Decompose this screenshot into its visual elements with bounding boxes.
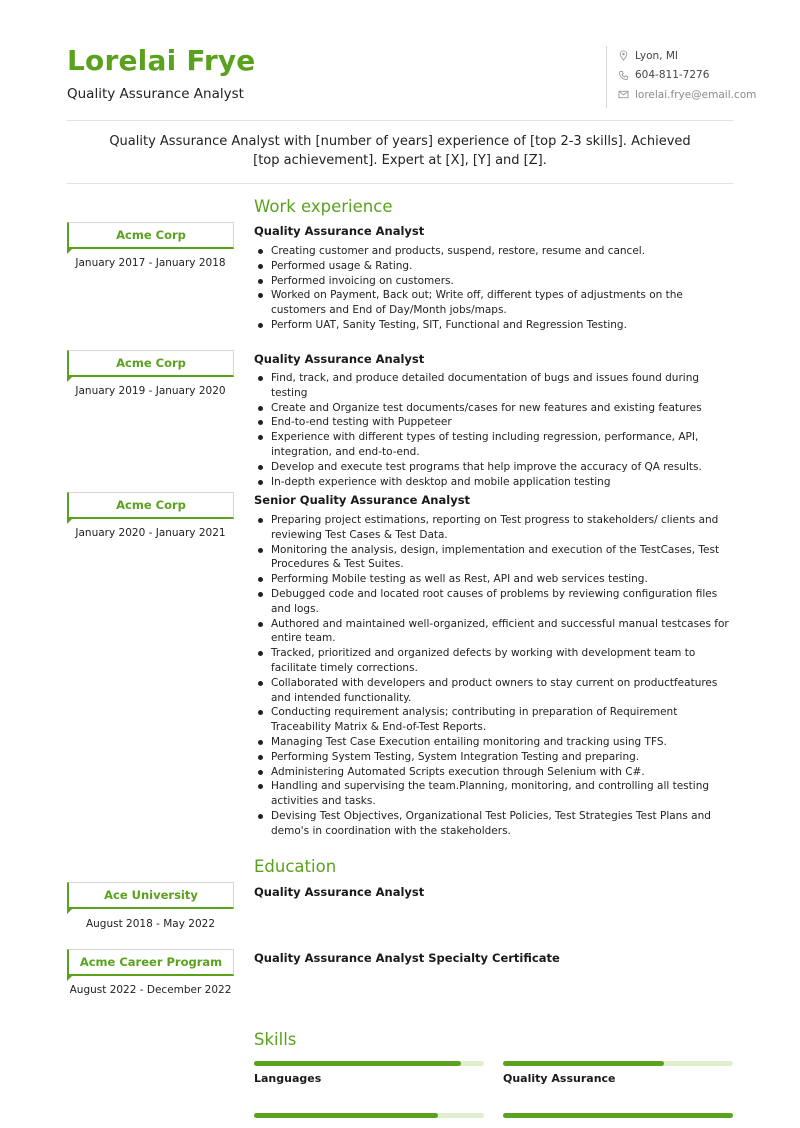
list-item: Find, track, and produce detailed documentation of bugs and issues found during testing <box>254 371 736 401</box>
degree-title: Quality Assurance Analyst Specialty Certificate <box>254 951 560 965</box>
candidate-name: Lorelai Frye <box>67 44 256 77</box>
summary-text: Quality Assurance Analyst with [number of years] experience of [top 2-3 skills]. Achieved [top achievement]. Expert at [X], [Y] and [Z]. <box>109 134 691 168</box>
list-item: Develop and execute test programs that help improve the accuracy of QA results. <box>254 460 736 475</box>
list-item: Monitoring the analysis, design, implementation and execution of the TestCases, Test Procedures & Test Suites. <box>254 543 736 573</box>
education-section-title: Education <box>254 857 337 876</box>
job-dates: January 2019 - January 2020 <box>75 385 226 397</box>
company-tag: Acme Corp <box>67 492 234 519</box>
skill-bar <box>254 1113 484 1118</box>
email-text[interactable]: lorelai.frye@email.com <box>635 88 757 101</box>
contact-phone <box>617 66 756 86</box>
list-item: Creating customer and products, suspend, restore, resume and cancel. <box>254 244 736 259</box>
divider <box>67 183 733 184</box>
skills-section-title: Skills <box>254 1030 297 1049</box>
location-pin-icon <box>617 50 629 62</box>
list-item: Administering Automated Scripts execution through Selenium with C#. <box>254 765 736 780</box>
list-item: Performed usage & Rating. <box>254 259 736 274</box>
list-item: Preparing project estimations, reporting on Test progress to stakeholders/ clients and reviewing Test Cases & Test Data. <box>254 513 736 543</box>
skill-level-fill <box>254 1113 438 1118</box>
list-item: Tracked, prioritized and organized defects by working with development team to facilitate timely corrections. <box>254 646 736 676</box>
skill-bar <box>254 1061 484 1066</box>
contact-block <box>606 46 756 108</box>
skill-bar <box>503 1113 733 1118</box>
company-tag: Acme Corp <box>67 350 234 377</box>
list-item: End-to-end testing with Puppeteer <box>254 415 736 430</box>
skill-name: Quality Assurance <box>503 1072 616 1085</box>
school-tag: Ace University <box>67 882 234 909</box>
skill-level-fill <box>503 1113 733 1118</box>
job-dates: January 2017 - January 2018 <box>75 257 226 269</box>
list-item: Performing Mobile testing as well as Rest, API and web services testing. <box>254 572 736 587</box>
job-title: Quality Assurance Analyst <box>254 224 425 238</box>
work-section-title: Work experience <box>254 197 393 216</box>
list-item: Devising Test Objectives, Organizational Test Policies, Test Strategies Test Plans and demo's in coordination with the stakeholders. <box>254 809 736 839</box>
job-title: Senior Quality Assurance Analyst <box>254 493 471 507</box>
school-tag: Acme Career Program <box>67 949 234 976</box>
skill-level-fill <box>254 1061 461 1066</box>
job-bullets <box>254 371 736 489</box>
job-bullets <box>254 244 736 333</box>
list-item: Perform UAT, Sanity Testing, SIT, Functional and Regression Testing. <box>254 318 736 333</box>
skill-bar <box>503 1061 733 1066</box>
company-tag: Acme Corp <box>67 222 234 249</box>
contact-location <box>617 46 756 66</box>
education-dates: August 2018 - May 2022 <box>85 918 216 930</box>
job-dates: January 2020 - January 2021 <box>75 527 226 539</box>
list-item: Worked on Payment, Back out; Write off, different types of adjustments on the customers and End of Day/Month jobs/maps. <box>254 288 736 318</box>
phone-icon <box>617 69 629 81</box>
education-dates: August 2022 - December 2022 <box>69 984 232 996</box>
divider <box>67 120 733 121</box>
candidate-role: Quality Assurance Analyst <box>67 86 244 102</box>
skill-level-fill <box>503 1061 664 1066</box>
list-item: Managing Test Case Execution entailing monitoring and tracking using TFS. <box>254 735 736 750</box>
list-item: Conducting requirement analysis; contributing in preparation of Requirement Traceability Matrix & End-of-Test Reports. <box>254 705 736 735</box>
list-item: Create and Organize test documents/cases for new features and existing features <box>254 401 736 416</box>
degree-title: Quality Assurance Analyst <box>254 885 425 899</box>
list-item: Collaborated with developers and product owners to stay current on productfeatures and intended functionality. <box>254 676 736 706</box>
list-item: Authored and maintained well-organized, efficient and successful manual testcases for entire team. <box>254 617 736 647</box>
skill-name: Languages <box>254 1072 322 1085</box>
list-item: Performed invoicing on customers. <box>254 274 736 289</box>
list-item: In-depth experience with desktop and mobile application testing <box>254 475 736 490</box>
location-text: Lyon, MI <box>635 49 679 62</box>
job-title: Quality Assurance Analyst <box>254 352 425 366</box>
job-bullets <box>254 513 736 839</box>
list-item: Experience with different types of testing including regression, performance, API, integration, and end-to-end. <box>254 430 736 460</box>
phone-text: 604-811-7276 <box>635 69 710 82</box>
list-item: Debugged code and located root causes of problems by reviewing configuration files and logs. <box>254 587 736 617</box>
contact-email[interactable] <box>617 85 756 105</box>
mail-icon <box>617 89 629 101</box>
list-item: Handling and supervising the team.Planning, monitoring, and controlling all testing activities and tasks. <box>254 779 736 809</box>
list-item: Performing System Testing, System Integration Testing and preparing. <box>254 750 736 765</box>
